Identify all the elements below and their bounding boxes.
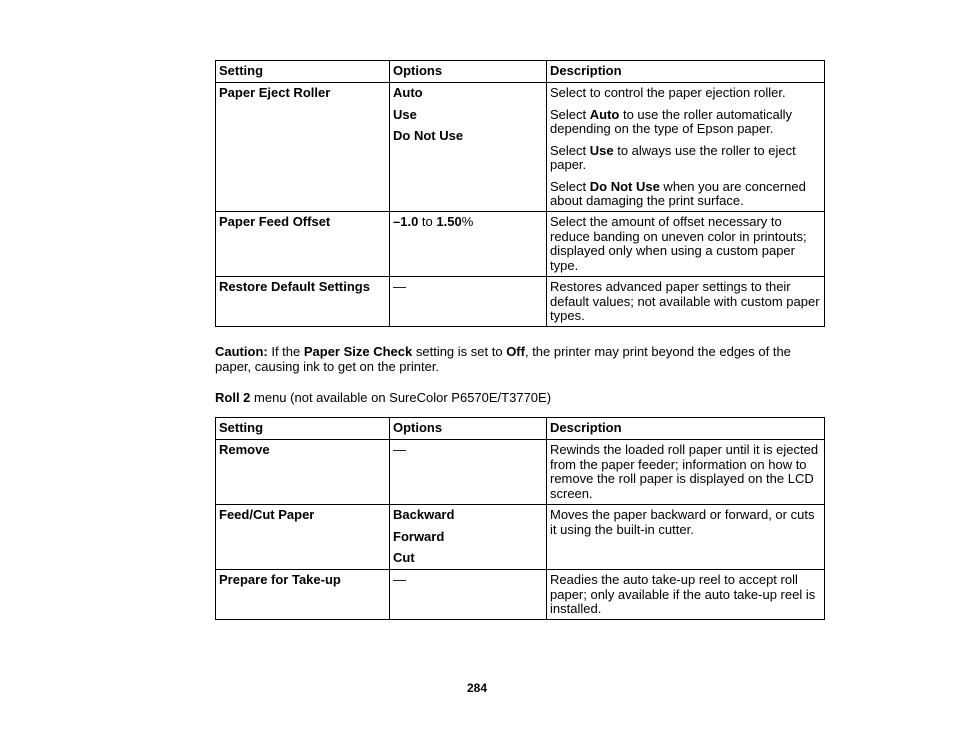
setting-name: Paper Eject Roller xyxy=(216,83,390,212)
table-row xyxy=(216,277,825,327)
description-cell: Select the amount of offset necessary to reduce banding on uneven color in printouts; displayed only when using a custom paper type. xyxy=(547,212,825,277)
description-cell: Rewinds the loaded roll paper until it is ejected from the paper feeder; information on how to remove the roll paper is displayed on the LCD screen. xyxy=(547,440,825,505)
setting-name: Restore Default Settings xyxy=(216,277,390,327)
option-value: Forward xyxy=(393,528,445,544)
header-options: Options xyxy=(390,61,547,83)
option-value: Backward xyxy=(393,507,455,522)
range-unit: % xyxy=(461,214,474,229)
option-value: Cut xyxy=(393,550,415,565)
options-cell xyxy=(390,505,547,570)
page-number: 284 xyxy=(466,681,488,695)
setting-name: Feed/Cut Paper xyxy=(216,505,390,570)
description-paragraph: Select Do Not Use when you are concerned about damaging the print surface. xyxy=(550,178,806,208)
description-cell xyxy=(547,83,825,212)
range-max: 1.50 xyxy=(436,214,462,229)
setting-name: Remove xyxy=(216,440,390,505)
header-setting: Setting xyxy=(216,418,390,440)
setting-name: Paper Feed Offset xyxy=(216,212,390,277)
table-row xyxy=(216,505,825,570)
settings-table-roll2 xyxy=(215,417,825,620)
roll-menu-heading: Roll 2 menu (not available on SureColor P6570E/T3770E) xyxy=(215,390,552,405)
option-value: Use xyxy=(393,106,417,122)
settings-table-paper xyxy=(215,60,825,327)
description-cell: Moves the paper backward or forward, or cuts it using the built-in cutter. xyxy=(547,505,825,570)
description-cell: Readies the auto take-up reel to accept roll paper; only available if the auto take-up reel is installed. xyxy=(547,570,825,620)
table-header-row xyxy=(216,418,825,440)
description-paragraph: Select to control the paper ejection roller. xyxy=(550,85,786,100)
options-cell xyxy=(390,212,547,277)
range-min: –1.0 xyxy=(393,214,419,229)
options-cell: — xyxy=(390,277,547,327)
options-cell xyxy=(390,83,547,212)
description-paragraph: Select Use to always use the roller to eject paper. xyxy=(550,142,796,172)
table-row xyxy=(216,212,825,277)
options-cell: — xyxy=(390,440,547,505)
options-cell: — xyxy=(390,570,547,620)
header-options: Options xyxy=(390,418,547,440)
caution-label: Caution: xyxy=(215,344,268,359)
header-setting: Setting xyxy=(216,61,390,83)
option-value: Do Not Use xyxy=(393,128,464,143)
description-cell: Restores advanced paper settings to their default values; not available with custom paper types. xyxy=(547,277,825,327)
header-description: Description xyxy=(547,61,825,83)
header-description: Description xyxy=(547,418,825,440)
range-separator: to xyxy=(418,214,437,229)
description-paragraph: Select Auto to use the roller automatically depending on the type of Epson paper. xyxy=(550,106,793,136)
table-row xyxy=(216,570,825,620)
setting-name: Prepare for Take-up xyxy=(216,570,390,620)
table-row xyxy=(216,83,825,212)
table-header-row xyxy=(216,61,825,83)
option-value: Auto xyxy=(393,85,423,100)
caution-note: Caution: If the Paper Size Check setting is set to Off, the printer may print beyond the edges of the paper, causing ink to get on the printer. xyxy=(215,344,791,374)
table-row xyxy=(216,440,825,505)
